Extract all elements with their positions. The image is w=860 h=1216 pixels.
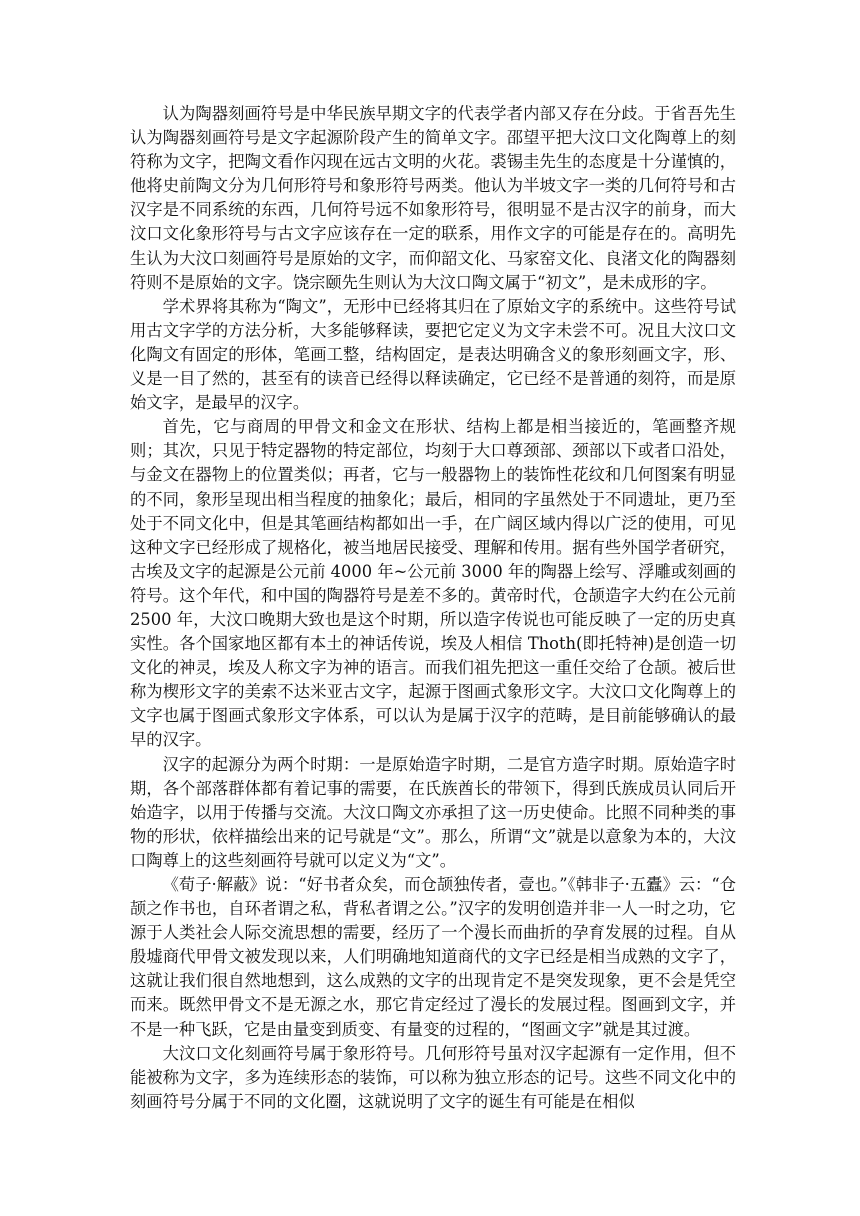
document-body: [130, 102, 736, 1114]
paragraph: 学术界将其称为“陶文”，无形中已经将其归在了原始文字的系统中。这些符号试用古文字学的方法分析，大多能够释读，要把它定义为文字未尝不可。况且大汶口文化陶文有固定的形体，笔画工整，结构固定，是表达明确含义的象形刻画文字，形、义是一目了然的，甚至有的读音已经得以释读确定，它已经不是普通的刻符，而是原始文字，是最早的汉字。: [130, 296, 736, 413]
paragraph: 汉字的起源分为两个时期：一是原始造字时期，二是官方造字时期。原始造字时期，各个部落群体都有着记事的需要，在氏族酋长的带领下，得到氏族成员认同后开始造字，以用于传播与交流。大汶口陶文亦承担了这一历史使命。比照不同种类的事物的形状，依样描绘出来的记号就是“文”。那么，所谓“文”就是以意象为本的，大汶口陶尊上的这些刻画符号就可以定义为“文”。: [130, 754, 736, 870]
paragraph: 大汶口文化刻画符号属于象形符号。几何形符号虽对汉字起源有一定作用，但不能被称为文字，多为连续形态的装饰，可以称为独立形态的记号。这些不同文化中的刻画符号分属于不同的文化圈，这就说明了文字的诞生有可能是在相似: [130, 1043, 736, 1111]
paragraph: 《荀子·解蔽》说：“好书者众矣，而仓颉独传者，壹也。”《韩非子·五蠹》云：“仓颉之作书也，自环者谓之私，背私者谓之公。”汉字的发明创造并非一人一时之功，它源于人类社会人际交流思想的需要，经历了一个漫长而曲折的孕育发展的过程。自从殷墟商代甲骨文被发现以来，人们明确地知道商代的文字已经是相当成熟的文字了，这就让我们很自然地想到，这么成熟的文字的出现肯定不是突发现象，更不会是凭空而来。既然甲骨文不是无源之水，那它肯定经过了漫长的发展过程。图画到文字，并不是一种飞跃，它是由量变到质变、有量变的过程的，“图画文字”就是其过渡。: [130, 875, 736, 1039]
paragraph: 首先，它与商周的甲骨文和金文在形状、结构上都是相当接近的，笔画整齐规则；其次，只见于特定器物的特定部位，均刻于大口尊颈部、颈部以下或者口沿处，与金文在器物上的位置类似；再者，它与一般器物上的装饰性花纹和几何图案有明显的不同，象形呈现出相当程度的抽象化；最后，相同的字虽然处于不同遗址，更乃至处于不同文化中，但是其笔画结构都如出一手，在广阔区域内得以广泛的使用，可见这种文字已经形成了规格化，被当地居民接受、理解和传用。据有些外国学者研究，古埃及文字的起源是公元前 4000 年~公元前 3000 年的陶器上绘写、浮雕或刻画的符号。这个年代，和中国的陶器符号是差不多的。黄帝时代，仓颉造字大约在公元前 2500 年，大汶口晚期大致也是这个时期，所以造字传说也可能反映了一定的历史真实性。各个国家地区都有本土的神话传说，埃及人相信 Thoth(即托特神)是创造一切文化的神灵，埃及人称文字为神的语言。而我们祖先把这一重任交给了仓颉。被后世称为楔形文字的美索不达米亚古文字，起源于图画式象形文字。大汶口文化陶尊上的文字也属于图画式象形文字体系，可以认为是属于汉字的范畴，是目前能够确认的最早的汉字。: [130, 417, 736, 750]
paragraph: 认为陶器刻画符号是中华民族早期文字的代表学者内部又存在分歧。于省吾先生认为陶器刻画符号是文字起源阶段产生的简单文字。邵望平把大汶口文化陶尊上的刻符称为文字，把陶文看作闪现在远古文明的火花。裘锡圭先生的态度是十分谨慎的，他将史前陶文分为几何形符号和象形符号两类。他认为半坡文字一类的几何符号和古汉字是不同系统的东西，几何符号远不如象形符号，很明显不是古汉字的前身，而大汶口文化象形符号与古文字应该存在一定的联系，用作文字的可能是存在的。高明先生认为大汶口刻画符号是原始的文字，而仰韶文化、马家窑文化、良渚文化的陶器刻符则不是原始的文字。饶宗颐先生则认为大汶口陶文属于“初文”，是未成形的字。: [130, 104, 736, 292]
